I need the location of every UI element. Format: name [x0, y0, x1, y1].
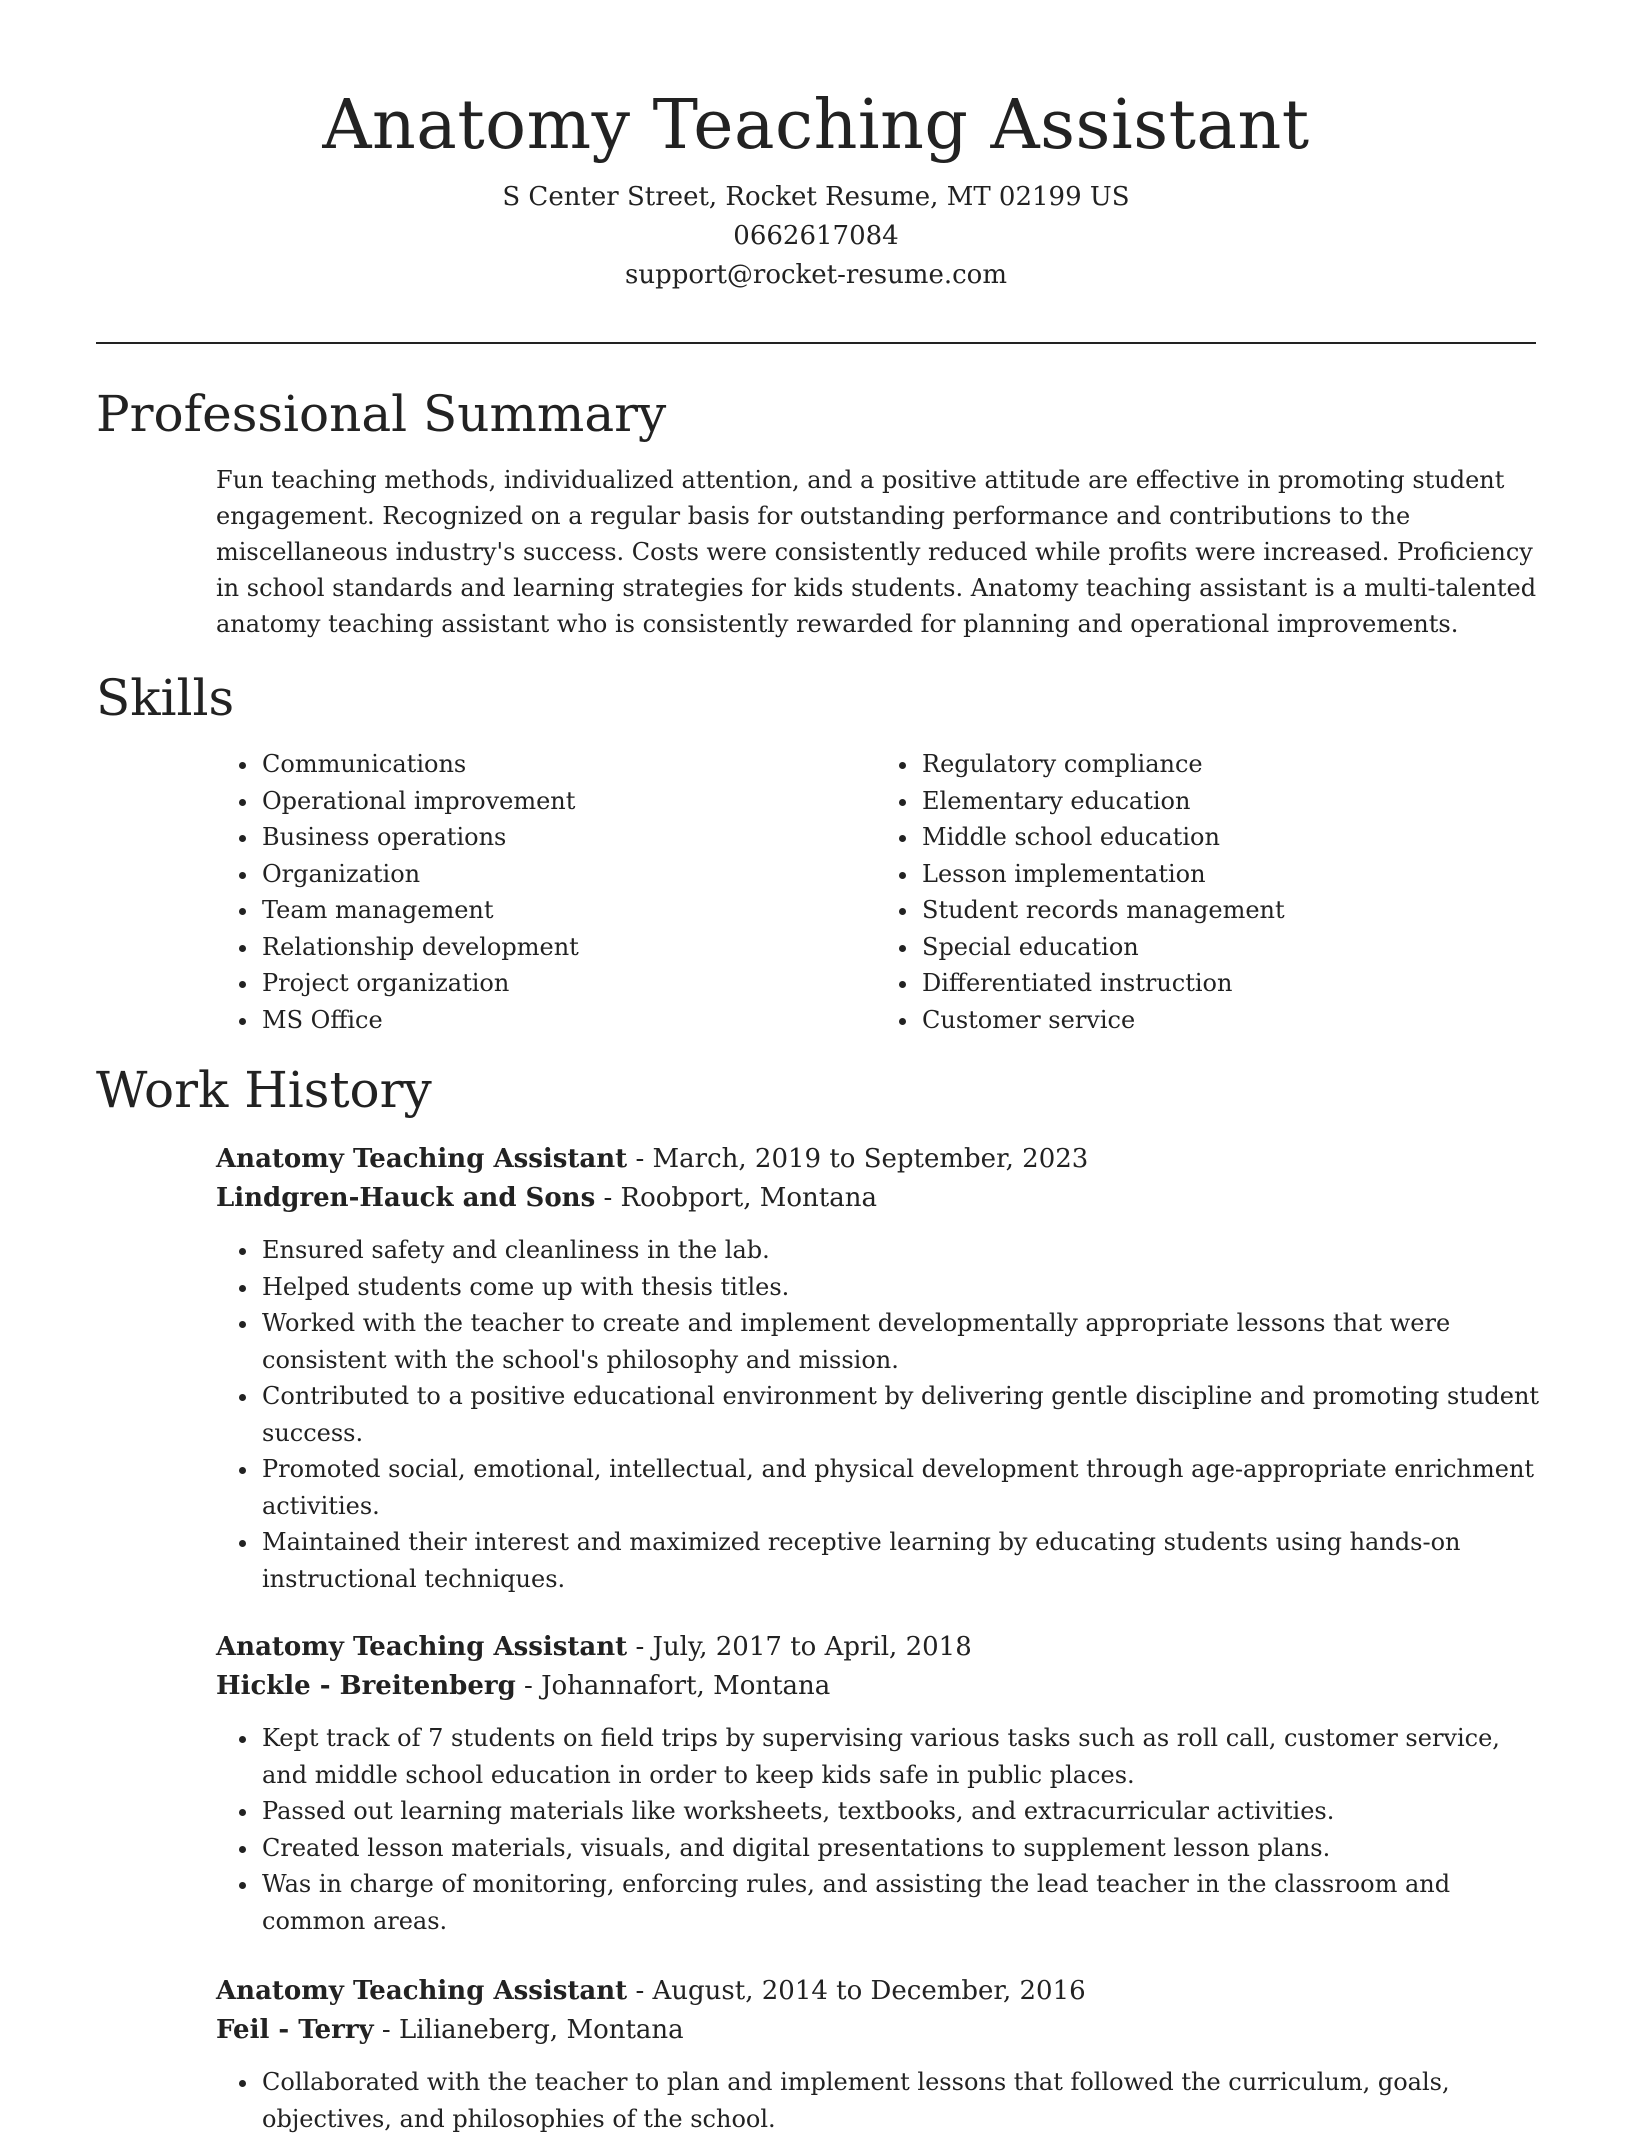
skills-column-right — [876, 746, 1536, 1038]
duty-item: • Maintained their interest and maximized receptive learning by educating students using hands-on instructional techniques. — [260, 1524, 1544, 1597]
skill-item: • Business operations — [260, 819, 876, 856]
separator: - — [627, 1632, 653, 1662]
company-name: Hickle - Breitenberg — [216, 1671, 516, 1701]
separator: - — [515, 1671, 542, 1701]
job-entry — [216, 1628, 1544, 1939]
separator: - — [627, 1976, 653, 2006]
skill-item: • Differentiated instruction — [920, 965, 1536, 1002]
skill-item: • Middle school education — [920, 819, 1536, 856]
duty-item: • Kept track of 7 students on field trips by supervising various tasks such as roll call, customer service, and middle school education in order to keep kids safe in public places. — [260, 1720, 1544, 1793]
skill-item: • MS Office — [260, 1002, 876, 1039]
professional-summary-text: Fun teaching methods, individualized attention, and a positive attitude are effective in promoting student engagement. Recognized on a regular basis for outstanding performance and contributions to the miscellaneous industry's success. Costs were consistently reduced while profits were increased. Proficiency in school standards and learning strategies for kids students. Anatomy teaching assistant is a multi-talented anatomy teaching assistant who is consistently rewarded for planning and operational improvements. — [216, 466, 1537, 638]
address-line: S Center Street, Rocket Resume, MT 02199 US — [502, 182, 1130, 212]
skills-heading: Skills — [96, 669, 235, 727]
skill-item: • Operational improvement — [260, 783, 876, 820]
job-location: Roobport, Montana — [620, 1183, 877, 1213]
job-dates: August, 2014 to December, 2016 — [652, 1976, 1086, 2006]
header-divider — [96, 342, 1536, 344]
job-title-line — [216, 1972, 1544, 2011]
job-title: Anatomy Teaching Assistant — [216, 1632, 628, 1662]
separator: - — [627, 1144, 653, 1174]
work-history-heading: Work History — [96, 1061, 432, 1119]
duty-item: • Helped students come up with thesis titles. — [260, 1269, 1544, 1306]
skill-item: • Elementary education — [920, 783, 1536, 820]
job-location: Johannafort, Montana — [541, 1671, 831, 1701]
separator: - — [373, 2015, 399, 2045]
company-name: Feil - Terry — [216, 2015, 374, 2045]
job-duties — [216, 1232, 1544, 1597]
job-dates: March, 2019 to September, 2023 — [652, 1144, 1089, 1174]
company-line — [216, 2011, 1544, 2050]
skill-item: • Project organization — [260, 965, 876, 1002]
duty-item: • Passed out learning materials like worksheets, textbooks, and extracurricular activities. — [260, 1793, 1544, 1830]
skill-item: • Student records management — [920, 892, 1536, 929]
skill-item: • Special education — [920, 929, 1536, 966]
professional-summary-heading: Professional Summary — [96, 385, 667, 443]
company-line — [216, 1667, 1544, 1706]
job-title-line — [216, 1140, 1544, 1179]
skill-item: • Communications — [260, 746, 876, 783]
contact-block — [96, 178, 1536, 295]
job-entry — [216, 1140, 1544, 1597]
company-line — [216, 1179, 1544, 1218]
duty-item: • Worked with the teacher to create and implement developmentally appropriate lessons that were consistent with the school's philosophy and mission. — [260, 1305, 1544, 1378]
candidate-name: Anatomy Teaching Assistant — [322, 86, 1310, 165]
job-dates: July, 2017 to April, 2018 — [652, 1632, 972, 1662]
resume-header — [96, 84, 1536, 295]
skill-item: • Relationship development — [260, 929, 876, 966]
skill-item: • Lesson implementation — [920, 856, 1536, 893]
phone-line: 0662617084 — [733, 221, 899, 251]
job-title-line — [216, 1628, 1544, 1667]
job-location: Lilianeberg, Montana — [398, 2015, 684, 2045]
skill-item: • Regulatory compliance — [920, 746, 1536, 783]
skills-column-left — [216, 746, 876, 1038]
job-title: Anatomy Teaching Assistant — [216, 1144, 628, 1174]
job-title: Anatomy Teaching Assistant — [216, 1976, 628, 2006]
duty-item: • Collaborated with the teacher to plan and implement lessons that followed the curriculum, goals, objectives, and philosophies of the school. — [260, 2064, 1544, 2137]
email-line: support@rocket-resume.com — [624, 260, 1007, 290]
duty-item: • Ensured safety and cleanliness in the lab. — [260, 1232, 1544, 1269]
skill-item: • Team management — [260, 892, 876, 929]
skill-item: • Organization — [260, 856, 876, 893]
duty-item: • Promoted social, emotional, intellectual, and physical development through age-appropriate enrichment activities. — [260, 1451, 1544, 1524]
duty-item: • Contributed to a positive educational environment by delivering gentle discipline and promoting student success. — [260, 1378, 1544, 1451]
skill-item: • Customer service — [920, 1002, 1536, 1039]
duty-item: • Created lesson materials, visuals, and digital presentations to supplement lesson plans. — [260, 1830, 1544, 1867]
company-name: Lindgren-Hauck and Sons — [216, 1183, 596, 1213]
skills-list — [216, 746, 1536, 1038]
separator: - — [595, 1183, 621, 1213]
job-duties — [216, 1720, 1544, 1939]
job-duties — [216, 2064, 1544, 2137]
job-entry — [216, 1972, 1544, 2137]
duty-item: • Was in charge of monitoring, enforcing rules, and assisting the lead teacher in the classroom and common areas. — [260, 1866, 1544, 1939]
